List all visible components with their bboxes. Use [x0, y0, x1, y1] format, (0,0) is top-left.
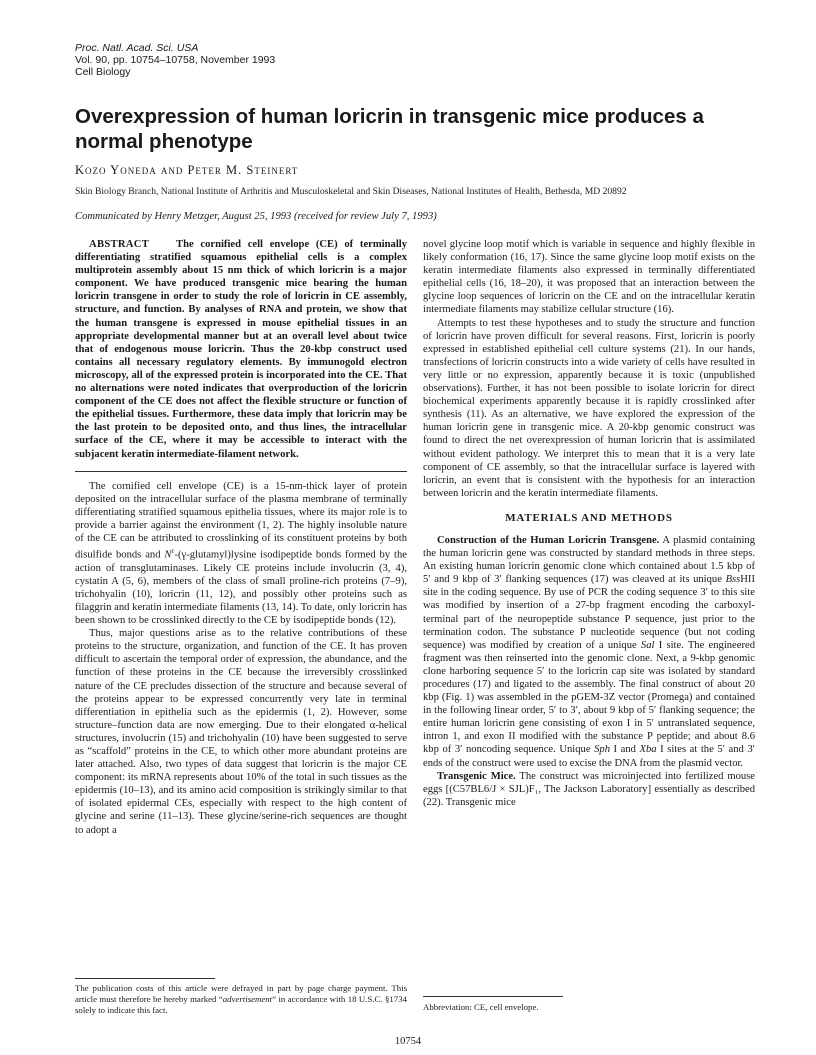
- construction-heading: Construction of the Human Loricrin Transgene.: [437, 534, 660, 546]
- intro-p1-part-a: The cornified cell envelope (CE) is a 15-nm-thick layer of protein deposited on the intracellular surface of the plasma membrane of terminally differentiating stratified squamous epithelia tissues, where its major role is to provide a barrier against the environment (1, 2). The highly insoluble nature of the CE can be attributed to crosslinking of its constituent proteins by both disulfide bonds and: [75, 480, 407, 561]
- journal-name: Proc. Natl. Acad. Sci. USA: [75, 42, 199, 54]
- construction-text-e: sites at the 5′ and 3′ ends of the construct were used to excise the DNA from the plasmid vector.: [423, 744, 755, 769]
- article-affiliation: Skin Biology Branch, National Institute of Arthritis and Musculoskeletal and Skin Diseases, National Institutes of Health, Bethesda, MD 20892: [75, 186, 627, 197]
- abstract-text: The cornified cell envelope (CE) of terminally differentiating stratified squamous epithelial cells is a complex multiprotein assembly about 15 nm thick of which loricrin is a major component. We have produced transgenic mice bearing the human loricrin transgene in order to study the role of loricrin in CE assembly, structure, and function. By analyses of RNA and protein, we show that the human transgene is expressed in mouse epithelial tissues in an appropriate developmental manner but at an overall level about twice that of endogenous mouse loricrin. Thus the 20-kbp construct used contains all necessary regulatory elements. By immunogold electron microscopy, all of the expressed protein is incorporated into the CE. That no alternations were noted indicates that overproduction of the loricrin component of the CE does not affect the flexible structure or function of the epithelial tissues. Furthermore, these data imply that loricrin may be the last protein to be deposited onto, and thus lines, the intracellular surface of the CE, where it may be accessible to interact with the subjacent keratin intermediate-filament network.: [75, 239, 407, 460]
- construction-text-d: and: [617, 744, 640, 756]
- intro-paragraph-2-continued: novel glycine loop motif which is variable in sequence and highly flexible in likely conformation (16, 17). Since the same glycine loop motif exists on the keratin intermediate filaments also expressed in terminally differentiated epithelial cells (16, 18–20), it was proposed that an interaction between the glycine loop sequences of loricrin on the CE and on the intracellular keratin intermediate filaments may stabilize cellular structure (16).: [423, 239, 755, 316]
- enzyme-sph-suffix: I: [609, 744, 618, 756]
- abstract: [75, 238, 407, 461]
- article-title: Overexpression of human loricrin in transgenic mice produces a normal phenotype: [75, 105, 704, 153]
- construction-text-b: site in the coding sequence. By use of PCR the coding sequence 3′ to this site was modified by insertion of a 27-bp fragment encoding the carboxyl-terminal part of the neuropeptide substance P sequence, just prior to the termination codon. The substance P nucleotide sequence (but not coding sequence) was modified by creation of a unique: [423, 587, 755, 651]
- construction-paragraph: [423, 534, 755, 770]
- transgenic-paragraph: [423, 770, 755, 809]
- article-authors: Kozo Yoneda and Peter M. Steinert: [75, 163, 299, 177]
- intro-paragraph-3: Attempts to test these hypotheses and to study the structure and function of loricrin have proven difficult for several reasons. First, loricrin is poorly expressed in established epithelial cell culture systems (21). In our hands, transfections of loricrin constructs into a wide variety of cells have resulted in very little or no expression, apparently because it is toxic (unpublished observations). Further, it has not been possible to isolate loricrin for direct biochemical experiments apparently because it is rapidly crosslinked after synthesis (11). As an alternative, we have explored the expression of the human loricrin gene in transgenic mice. A 20-kbp genomic construct was found to direct the net overexpression of human loricrin that is assimilated without evident pathology. We interpret this to mean that it is a very late component of CE assembly, so that the intracellular surface is layered with loricrin, an event that is consistent with the hypothesis for an interaction between loricrin and the keratin intermediate filaments.: [423, 317, 755, 499]
- left-column: [75, 238, 407, 837]
- enzyme-sal: Sal: [640, 639, 655, 651]
- intro-p1-part-b: -(γ-glutamyl)lysine isodipeptide bonds formed by the action of transglutaminases. Likely CE proteins include involucrin (3, 4), cystatin A (5, 6), members of the class of small proline-rich proteins (7–9), trichohyalin (10), loricrin (11, 12), and possibly other proteins such as filaggrin and keratin intermediate filaments (13, 14). To date, only loricrin has been shown to be crosslinked directly to the CE by isodipeptide bonds (12).: [75, 549, 407, 627]
- enzyme-sal-suffix: I: [654, 639, 663, 651]
- transgenic-text: The construct was microinjected into fertilized mouse eggs [(C57BL6/J × SJL)F₁, The Jackson Laboratory] essentially as described (22). Transgenic mice: [423, 770, 755, 808]
- communicated-line: Communicated by Henry Metzger, August 25, 1993 (received for review July 7, 1993): [75, 211, 437, 222]
- footnote-divider-right: [423, 996, 563, 997]
- footnote-text-a: The publication costs of this article were defrayed in part by page charge payment. This article must therefore be hereby marked “: [75, 983, 407, 1004]
- enzyme-bsshii: Bss: [725, 574, 741, 586]
- footnote-divider-left: [75, 978, 215, 979]
- abstract-divider: [75, 471, 407, 472]
- construction-text-a: A plasmid containing the human loricrin gene was constructed by standard methods in three steps. An existing human loricrin genomic clone which contained about 1.5 kbp of 5′ and 9 kbp of 3′ flanking sequences (17) was cleaved at its unique: [423, 534, 755, 586]
- abbreviation-footnote: Abbreviation: CE, cell envelope.: [423, 1002, 539, 1012]
- enzyme-xba-suffix: I: [656, 744, 664, 756]
- transgenic-heading: Transgenic Mice.: [437, 770, 516, 782]
- epsilon-n: N: [164, 549, 172, 561]
- intro-paragraph-2: Thus, major questions arise as to the relative contributions of these proteins to the structure, organization, and function of the CE. It has proven difficult to ascertain the temporal order of expression, the abundance, and the function of these proteins in the CE because the irreversibly crosslinked nature of the CE precludes dissection of the structure and because several of the proteins appear to be expressed concurrently very late in terminal differentiation in epithelia such as the epidermis (1, 2). However, some structure–function data are now emerging. Due to their elongated α-helical structures, involucrin (15) and trichohyalin (10) have been suggested to serve as “scaffold” proteins in the CE, to which other more abundant proteins are later attached. Also, two types of data suggest that loricrin is the major CE component: its mRNA represents about 10% of the total in such tissues as the epidermis (10–13), and its amino acid composition is strikingly similar to that of isolated epidermal CEs, especially with respect to the high content of glycine and serine (11–13). These glycine/serine-rich sequences are thought to adopt a: [75, 628, 407, 836]
- construction-text-c: site. The engineered fragment was then reinserted into the genomic clone. Next, a 9-kbp genomic clone harboring sequence 5′ to the loricrin cap site was isolated by standard procedures (17) and ligated to the assembly. The final construct of about 20 kbp (Fig. 1) was assembled in the pGEM-3Z vector (Promega) and contained in the following linear order, 5′ to 3′, about 9 kbp of 5′ flanking sequence; the entire human loricrin gene consisting of exon I in 5′ untranslated sequence, intron 1, and exon II modified with the substance P peptide; and about 8.6 kbp of 3′ noncoding sequence. Unique: [423, 639, 755, 756]
- footnote-advertisement: advertisement: [222, 994, 273, 1004]
- epsilon-sup: ε: [171, 547, 175, 556]
- footnote-text-b: ” in accordance with 18 U.S.C. §1734 solely to indicate this fact.: [75, 994, 407, 1015]
- enzyme-xba: Xba: [639, 744, 657, 756]
- journal-volume: Vol. 90, pp. 10754–10758, November 1993: [75, 54, 276, 66]
- enzyme-bsshii-suffix: HII: [740, 574, 755, 586]
- publication-costs-footnote: [75, 983, 407, 1016]
- journal-section: Cell Biology: [75, 66, 131, 78]
- journal-header: [75, 42, 275, 78]
- abstract-label: ABSTRACT: [89, 239, 150, 250]
- intro-paragraph-1: [75, 480, 407, 628]
- enzyme-sph: Sph: [594, 744, 610, 756]
- methods-heading: MATERIALS AND METHODS: [505, 511, 673, 524]
- page-number: 10754: [394, 1036, 422, 1047]
- right-column: [423, 238, 755, 809]
